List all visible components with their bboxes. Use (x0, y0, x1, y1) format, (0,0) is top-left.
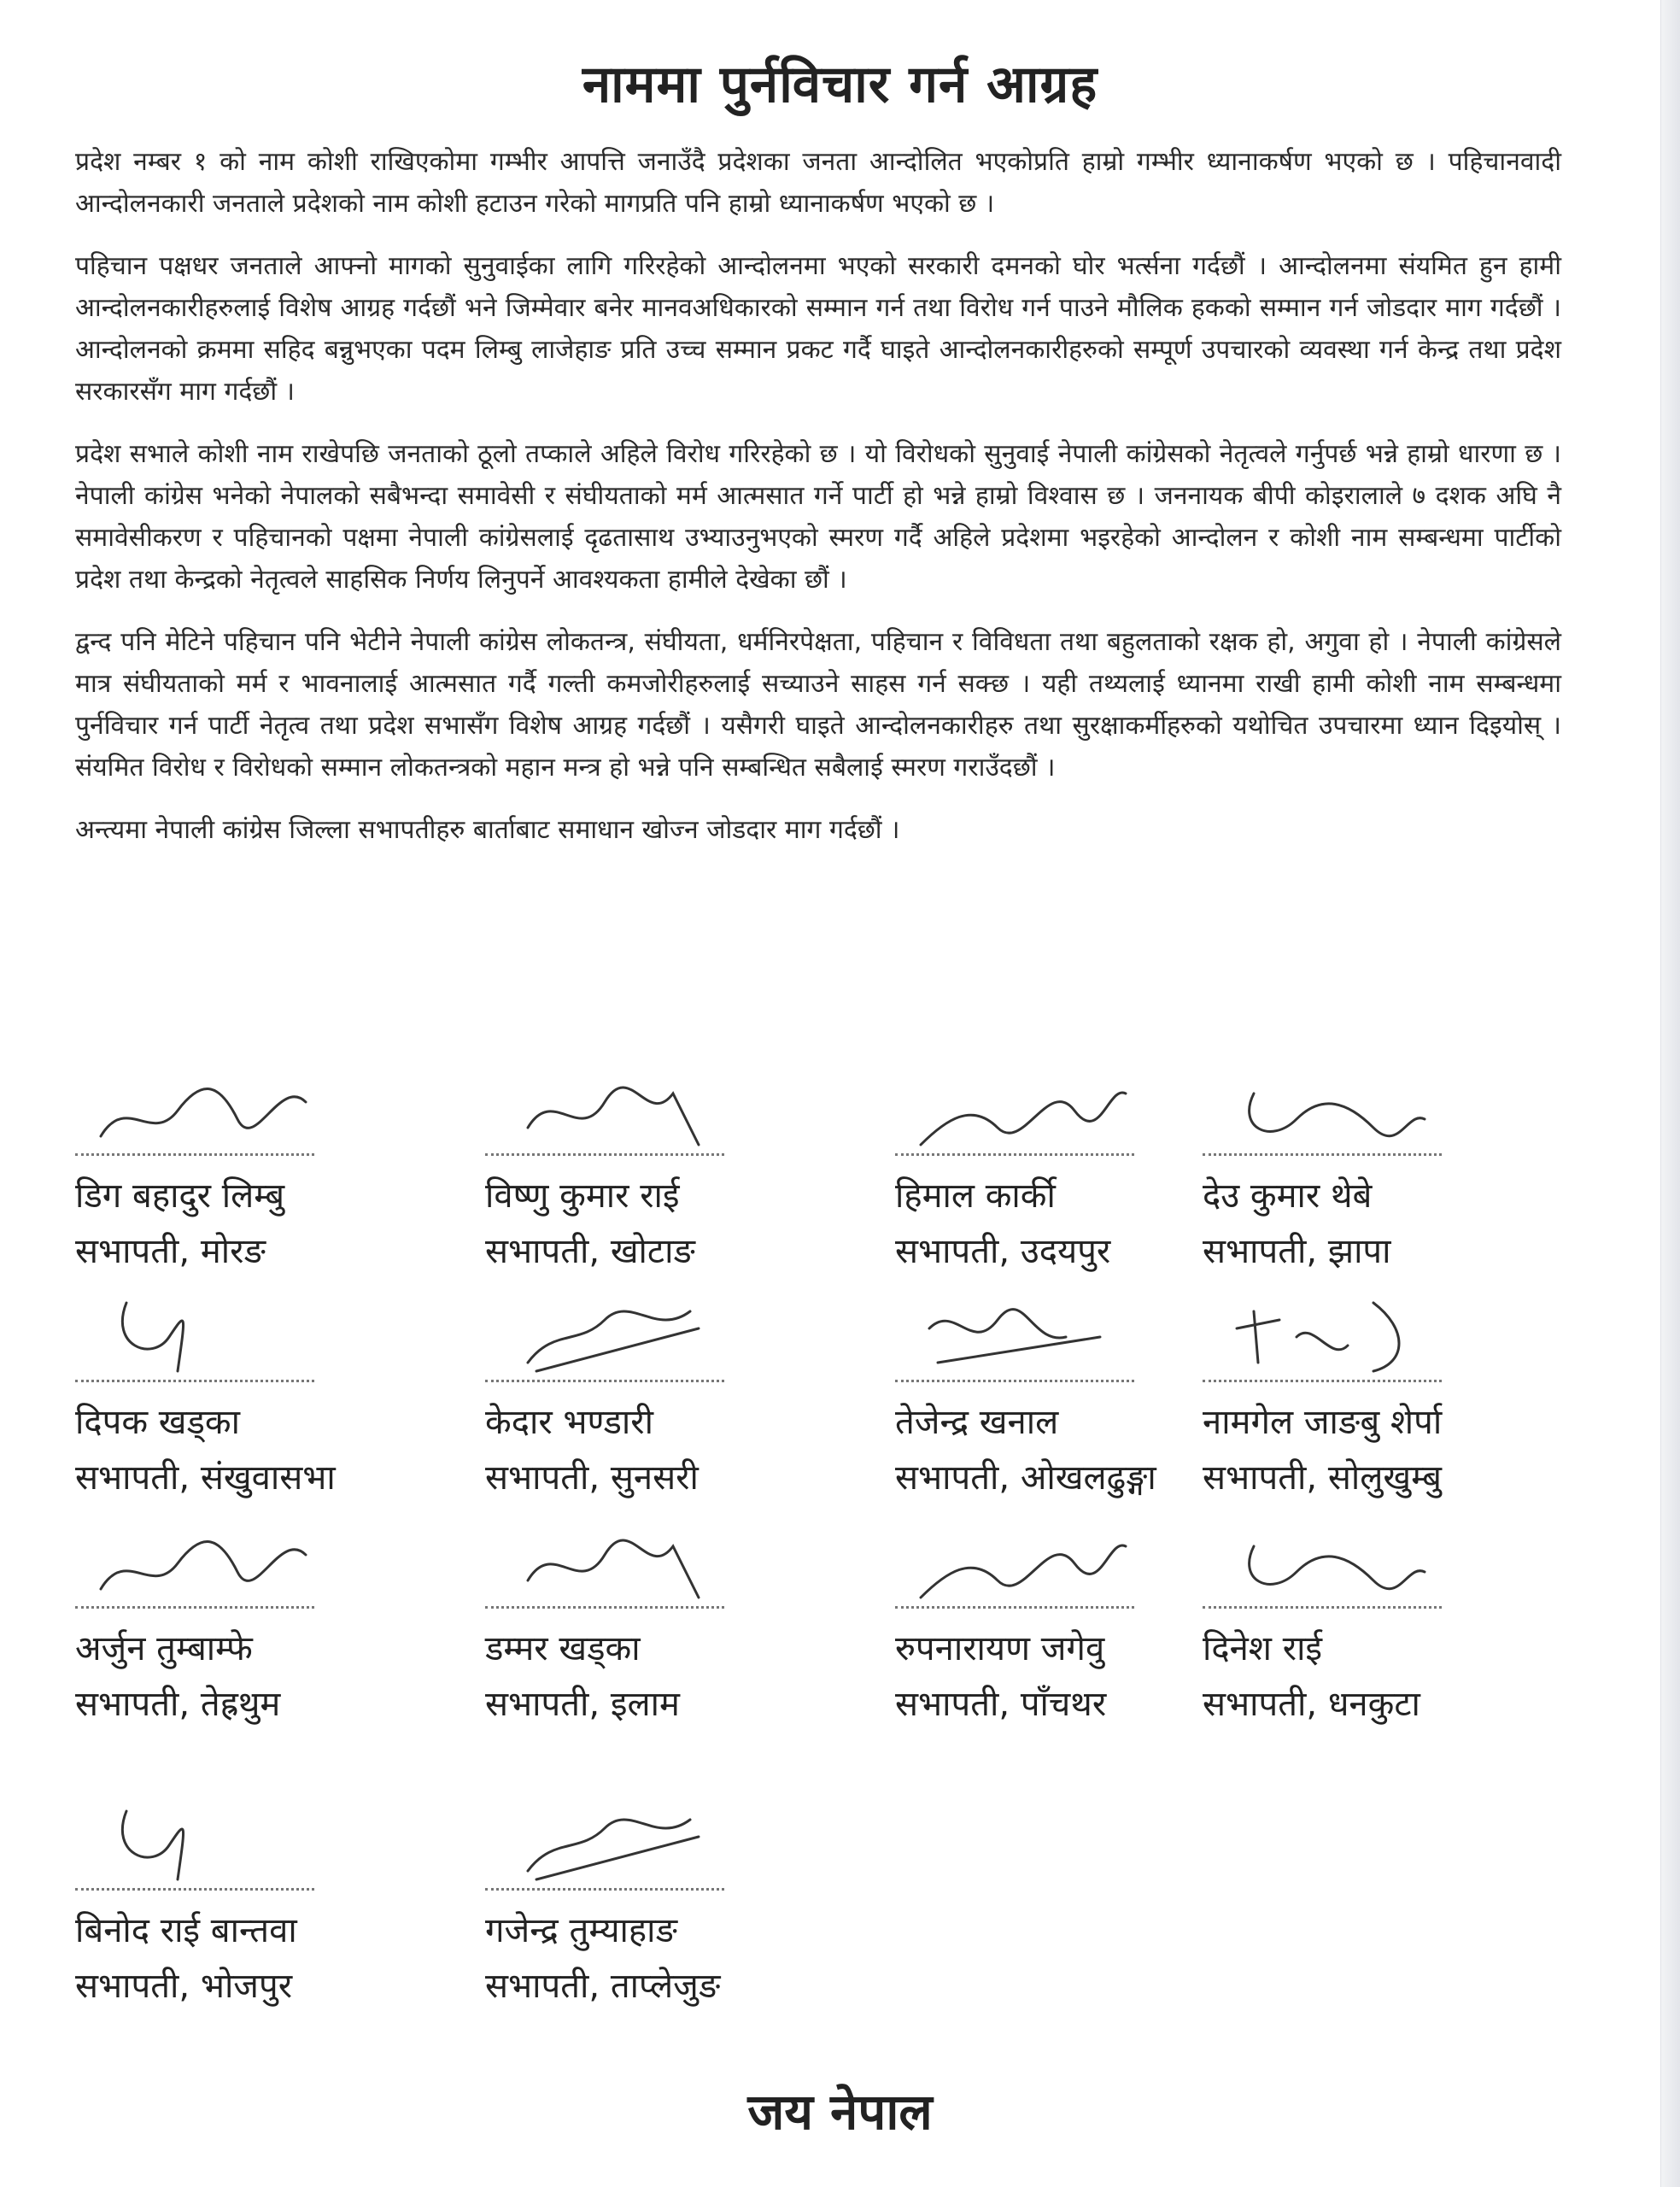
signature-line (1203, 1606, 1442, 1609)
signatory-name: दिपक खड्का (75, 1403, 240, 1442)
signatory-name: देउ कुमार थेबे (1203, 1176, 1373, 1216)
paragraph-5: अन्त्यमा नेपाली कांग्रेस जिल्ला सभापतीहरु बार्ताबाट समाधान खोज्न जोडदार माग गर्दछौं । (75, 815, 900, 845)
signatory-name: बिनोद राई बान्तवा (75, 1911, 297, 1950)
signature-line (485, 1380, 724, 1382)
signatory-name: डिग बहादुर लिम्बु (75, 1176, 285, 1216)
signatory-name: डम्मर खड्का (485, 1629, 641, 1668)
signature-line (75, 1888, 314, 1891)
signature-scribble (92, 1521, 314, 1615)
signature-line (75, 1153, 314, 1156)
signatory-name: दिनेश राई (1203, 1629, 1323, 1668)
signature-scribble (92, 1803, 314, 1897)
paragraph-1: प्रदेश नम्बर १ को नाम कोशी राखिएकोमा गम्भीर आपत्ति जनाउँदै प्रदेशका जनता आन्दोलित भएकोप्रति हाम्रो गम्भीर ध्यानाकर्षण भएको छ । पहिचानवादी आन्दोलनकारी जनताले प्रदेशको नाम कोशी हटाउन गरेको मागप्रति पनि हाम्रो ध्यानाकर्षण भएको छ । (75, 147, 1562, 219)
signatory-role: सभापती, सुनसरी (485, 1458, 699, 1498)
signature-scribble (92, 1294, 314, 1388)
signatory-name: गजेन्द्र तुम्याहाङ (485, 1911, 677, 1950)
signature-line (485, 1153, 724, 1156)
signature-line (485, 1606, 724, 1609)
signature-scribble (912, 1294, 1134, 1388)
signatory-role: सभापती, खोटाङ (485, 1232, 695, 1271)
paragraph-2: पहिचान पक्षधर जनताले आफ्नो मागको सुनुवाईका लागि गरिरहेको आन्दोलनमा भएको सरकारी दमनको घोर भर्त्सना गर्दछौं । आन्दोलनमा संयमित हुन हामी आन्दोलनकारीहरुलाई विशेष आग्रह गर्दछौं भने जिम्मेवार बनेर मानवअधिकारको सम्मान गर्न तथा विरोध गर्न पाउने मौलिक हकको सम्मान गर्न जोडदार माग गर्दछौं । आन्दोलनको क्रममा सहिद बन्नुभएका पदम लिम्बु लाजेहाङ प्रति उच्च सम्मान प्रकट गर्दै घाइते आन्दोलनकारीहरुको सम्पूर्ण उपचारको व्यवस्था गर्न केन्द्र तथा प्रदेश सरकारसँग माग गर्दछौं । (75, 251, 1561, 407)
signature-scribble (912, 1068, 1134, 1162)
signature-scribble (1220, 1521, 1442, 1615)
signatory-role: सभापती, उदयपुर (895, 1232, 1111, 1271)
signature-line (75, 1380, 314, 1382)
signatory-name: केदार भण्डारी (485, 1403, 653, 1442)
signature-line (895, 1380, 1134, 1382)
signatory-role: सभापती, तेह्रथुम (75, 1685, 281, 1724)
signature-scribble (502, 1068, 724, 1162)
signatory-role: सभापती, ओखलढुङ्गा (895, 1458, 1156, 1498)
signature-scribble (502, 1521, 724, 1615)
signatory-role: सभापती, सोलुखुम्बु (1203, 1458, 1442, 1498)
signatory-name: हिमाल कार्की (895, 1176, 1056, 1216)
signature-scribble (92, 1068, 314, 1162)
signature-scribble (502, 1294, 724, 1388)
signatory-role: सभापती, संखुवासभा (75, 1458, 336, 1498)
signature-line (895, 1606, 1134, 1609)
document-body (75, 141, 1561, 871)
signatory-role: सभापती, भोजपुर (75, 1967, 293, 2006)
signatory-role: सभापती, इलाम (485, 1685, 680, 1724)
signature-scribble (1220, 1294, 1442, 1388)
signatory-role: सभापती, पाँचथर (895, 1685, 1107, 1724)
paragraph-4: द्वन्द पनि मेटिने पहिचान पनि भेटीने नेपाली कांग्रेस लोकतन्त्र, संघीयता, धर्मनिरपेक्षता, पहिचान र विविधता तथा बहुलताको रक्षक हो, अगुवा हो । नेपाली कांग्रेसले मात्र संघीयताको मर्म र भावनालाई आत्मसात गर्दै गल्ती कमजोरीहरुलाई सच्याउने साहस गर्न सक्छ । यही तथ्यलाई ध्यानमा राखी हामी कोशी नाम सम्बन्धमा पुर्नविचार गर्न पार्टी नेतृत्व तथा प्रदेश सभासँग विशेष आग्रह गर्दछौं । यसैगरी घाइते आन्दोलनकारीहरु तथा सुरक्षाकर्मीहरुको यथोचित उपचारमा ध्यान दिइयोस् । संयमित विरोध र विरोधको सम्मान लोकतन्त्रको महान मन्त्र हो भन्ने पनि सम्बन्धित सबैलाई स्मरण गराउँदछौं । (75, 627, 1561, 783)
signatory-name: विष्णु कुमार राई (485, 1176, 680, 1216)
signature-line (1203, 1380, 1442, 1382)
signatory-role: सभापती, मोरङ (75, 1232, 266, 1271)
signature-scribble (912, 1521, 1134, 1615)
document-title: नाममा पुर्नविचार गर्न आग्रह (582, 55, 1098, 114)
closing-salutation: जय नेपाल (747, 2083, 933, 2141)
signatory-role: सभापती, धनकुटा (1203, 1685, 1420, 1724)
signature-scribble (1220, 1068, 1442, 1162)
signatory-name: अर्जुन तुम्बाम्फे (75, 1629, 253, 1668)
signatory-name: नामगेल जाङबु शेर्पा (1203, 1403, 1443, 1442)
signatory-role: सभापती, ताप्लेजुङ (485, 1967, 721, 2006)
signature-line (485, 1888, 724, 1891)
signature-line (895, 1153, 1134, 1156)
signature-line (75, 1606, 314, 1609)
signatory-name: तेजेन्द्र खनाल (895, 1403, 1059, 1442)
signature-scribble (502, 1803, 724, 1897)
signatory-role: सभापती, झापा (1203, 1232, 1391, 1271)
signatory-name: रुपनारायण जगेवु (895, 1629, 1105, 1668)
signature-line (1203, 1153, 1442, 1156)
paragraph-3: प्रदेश सभाले कोशी नाम राखेपछि जनताको ठूलो तप्काले अहिले विरोध गरिरहेको छ । यो विरोधको सुनुवाई नेपाली कांग्रेसको नेतृत्वले गर्नुपर्छ भन्ने हाम्रो धारणा छ । नेपाली कांग्रेस भनेको नेपालको सबैभन्दा समावेसी र संघीयताको मर्म आत्मसात गर्ने पार्टी हो भन्ने हाम्रो विश्वास छ । जननायक बीपी कोइरालाले ७ दशक अघि नै समावेसीकरण र पहिचानको पक्षमा नेपाली कांग्रेसलाई दृढतासाथ उभ्याउनुभएको स्मरण गर्दै अहिले प्रदेशमा भइरहेको आन्दोलन र कोशी नाम सम्बन्धमा पार्टीको प्रदेश तथा केन्द्रको नेतृत्वले साहसिक निर्णय लिनुपर्ने आवश्यकता हामीले देखेका छौं । (75, 439, 1561, 595)
scrollbar-track[interactable] (1660, 0, 1680, 2187)
